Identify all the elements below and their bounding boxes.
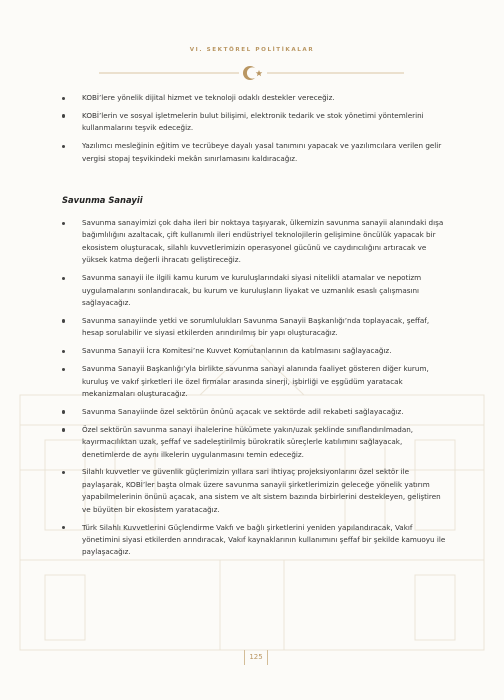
list-item: Silahlı kuvvetler ve güvenlik güçlerimizin yıllara sari ihtiyaç projeksiyonlarını özel sektör ile paylaşarak, KOBİ’ler başta olmak üzere savunma sanayii şirketlerimizin geleceğe yönelik yatırım yapabilmelerinin önünü açacak, ana sistem ve alt sistem bazında birbirlerini destekleyen, geliştiren ve büyüten bir ekosistem yaratacağız. — [62, 466, 446, 516]
list-item: KOBİ’lere yönelik dijital hizmet ve teknoloji odaklı destekler vereceğiz. — [62, 92, 446, 104]
list-item: Savunma Sanayiinde özel sektörün önünü açacak ve sektörde adil rekabeti sağlayacağız. — [62, 406, 446, 418]
page-number: 125 — [244, 650, 268, 665]
list-item: Özel sektörün savunma sanayi ihalelerine hükümete yakın/uzak şeklinde sınıflandırılmadan, kayırmacılıktan uzak, şeffaf ve sadeleştirilmiş bürokratik süreçlerle katılımını sağlayacak, denetimlerde de aynı ilkelerin uygulanmasını temin edeceğiz. — [62, 424, 446, 461]
section-title: Savunma Sanayii — [62, 195, 143, 206]
crescent-star-icon — [243, 66, 262, 80]
list-item: Savunma sanayimizi çok daha ileri bir noktaya taşıyarak, ülkemizin savunma sanayii alanındaki dışa bağımlılığını azaltacak, çift kullanımlı ileri endüstriyel teknolojilerin gelişimine öncülük yapacak bir ekosistem oluşturacak, silahlı kuvvetlerimizin operasyonel gücünü ve caydırıcılığını artıracak ve yüksek katma değerli ihracatı geliştireceğiz. — [62, 217, 446, 267]
list-item: Türk Silahlı Kuvvetlerini Güçlendirme Vakfı ve bağlı şirketlerini yeniden yapılandıracak, Vakıf yönetimini siyasi etkilerden arındıracak, Vakıf kaynaklarının kullanımını şeffaf bir şekilde kamuoyu ile paylaşacağız. — [62, 522, 446, 559]
page-header: VI. SEKTÖREL POLİTİKALAR — [189, 47, 315, 53]
list-item: Savunma Sanayii İcra Komitesi’ne Kuvvet Komutanlarının da katılmasını sağlayacağız. — [62, 345, 446, 357]
list-item: Savunma Sanayii Başkanlığı’yla birlikte savunma sanayi alanında faaliyet gösteren diğer kurum, kuruluş ve vakıf şirketleri ile özel firmalar arasında sinerji, işbirliği ve eşgüdüm yaratacak mekanizmaları oluşturacağız. — [62, 363, 446, 400]
list-item: Savunma sanayii ile ilgili kamu kurum ve kuruluşlarındaki siyasi nitelikli atamalar ve nepotizm uygulamalarını sonlandıracak, bu kurum ve kuruluşların liyakat ve uzmanlık esaslı çalışmasını sağlayacağız. — [62, 272, 446, 309]
list-item: KOBİ’lerin ve sosyal işletmelerin bulut bilişimi, elektronik tedarik ve stok yönetimi yöntemlerini kullanmalarını teşvik edeceğiz. — [62, 110, 446, 135]
list-item: Yazılımcı mesleğinin eğitim ve tecrübeye dayalı yasal tanımını yapacak ve yazılımcılara verilen gelir vergisi stopaj teşvikindeki mekân sınırlamasını kaldıracağız. — [62, 140, 446, 165]
crescent-star-divider — [99, 62, 404, 82]
document-body — [62, 92, 446, 564]
list-item: Savunma sanayiinde yetki ve sorumlulukları Savunma Sanayii Başkanlığı’nda toplayacak, şeffaf, hesap sorulabilir ve siyasi etkilerden arındırılmış bir yapı oluşturacağız. — [62, 315, 446, 340]
